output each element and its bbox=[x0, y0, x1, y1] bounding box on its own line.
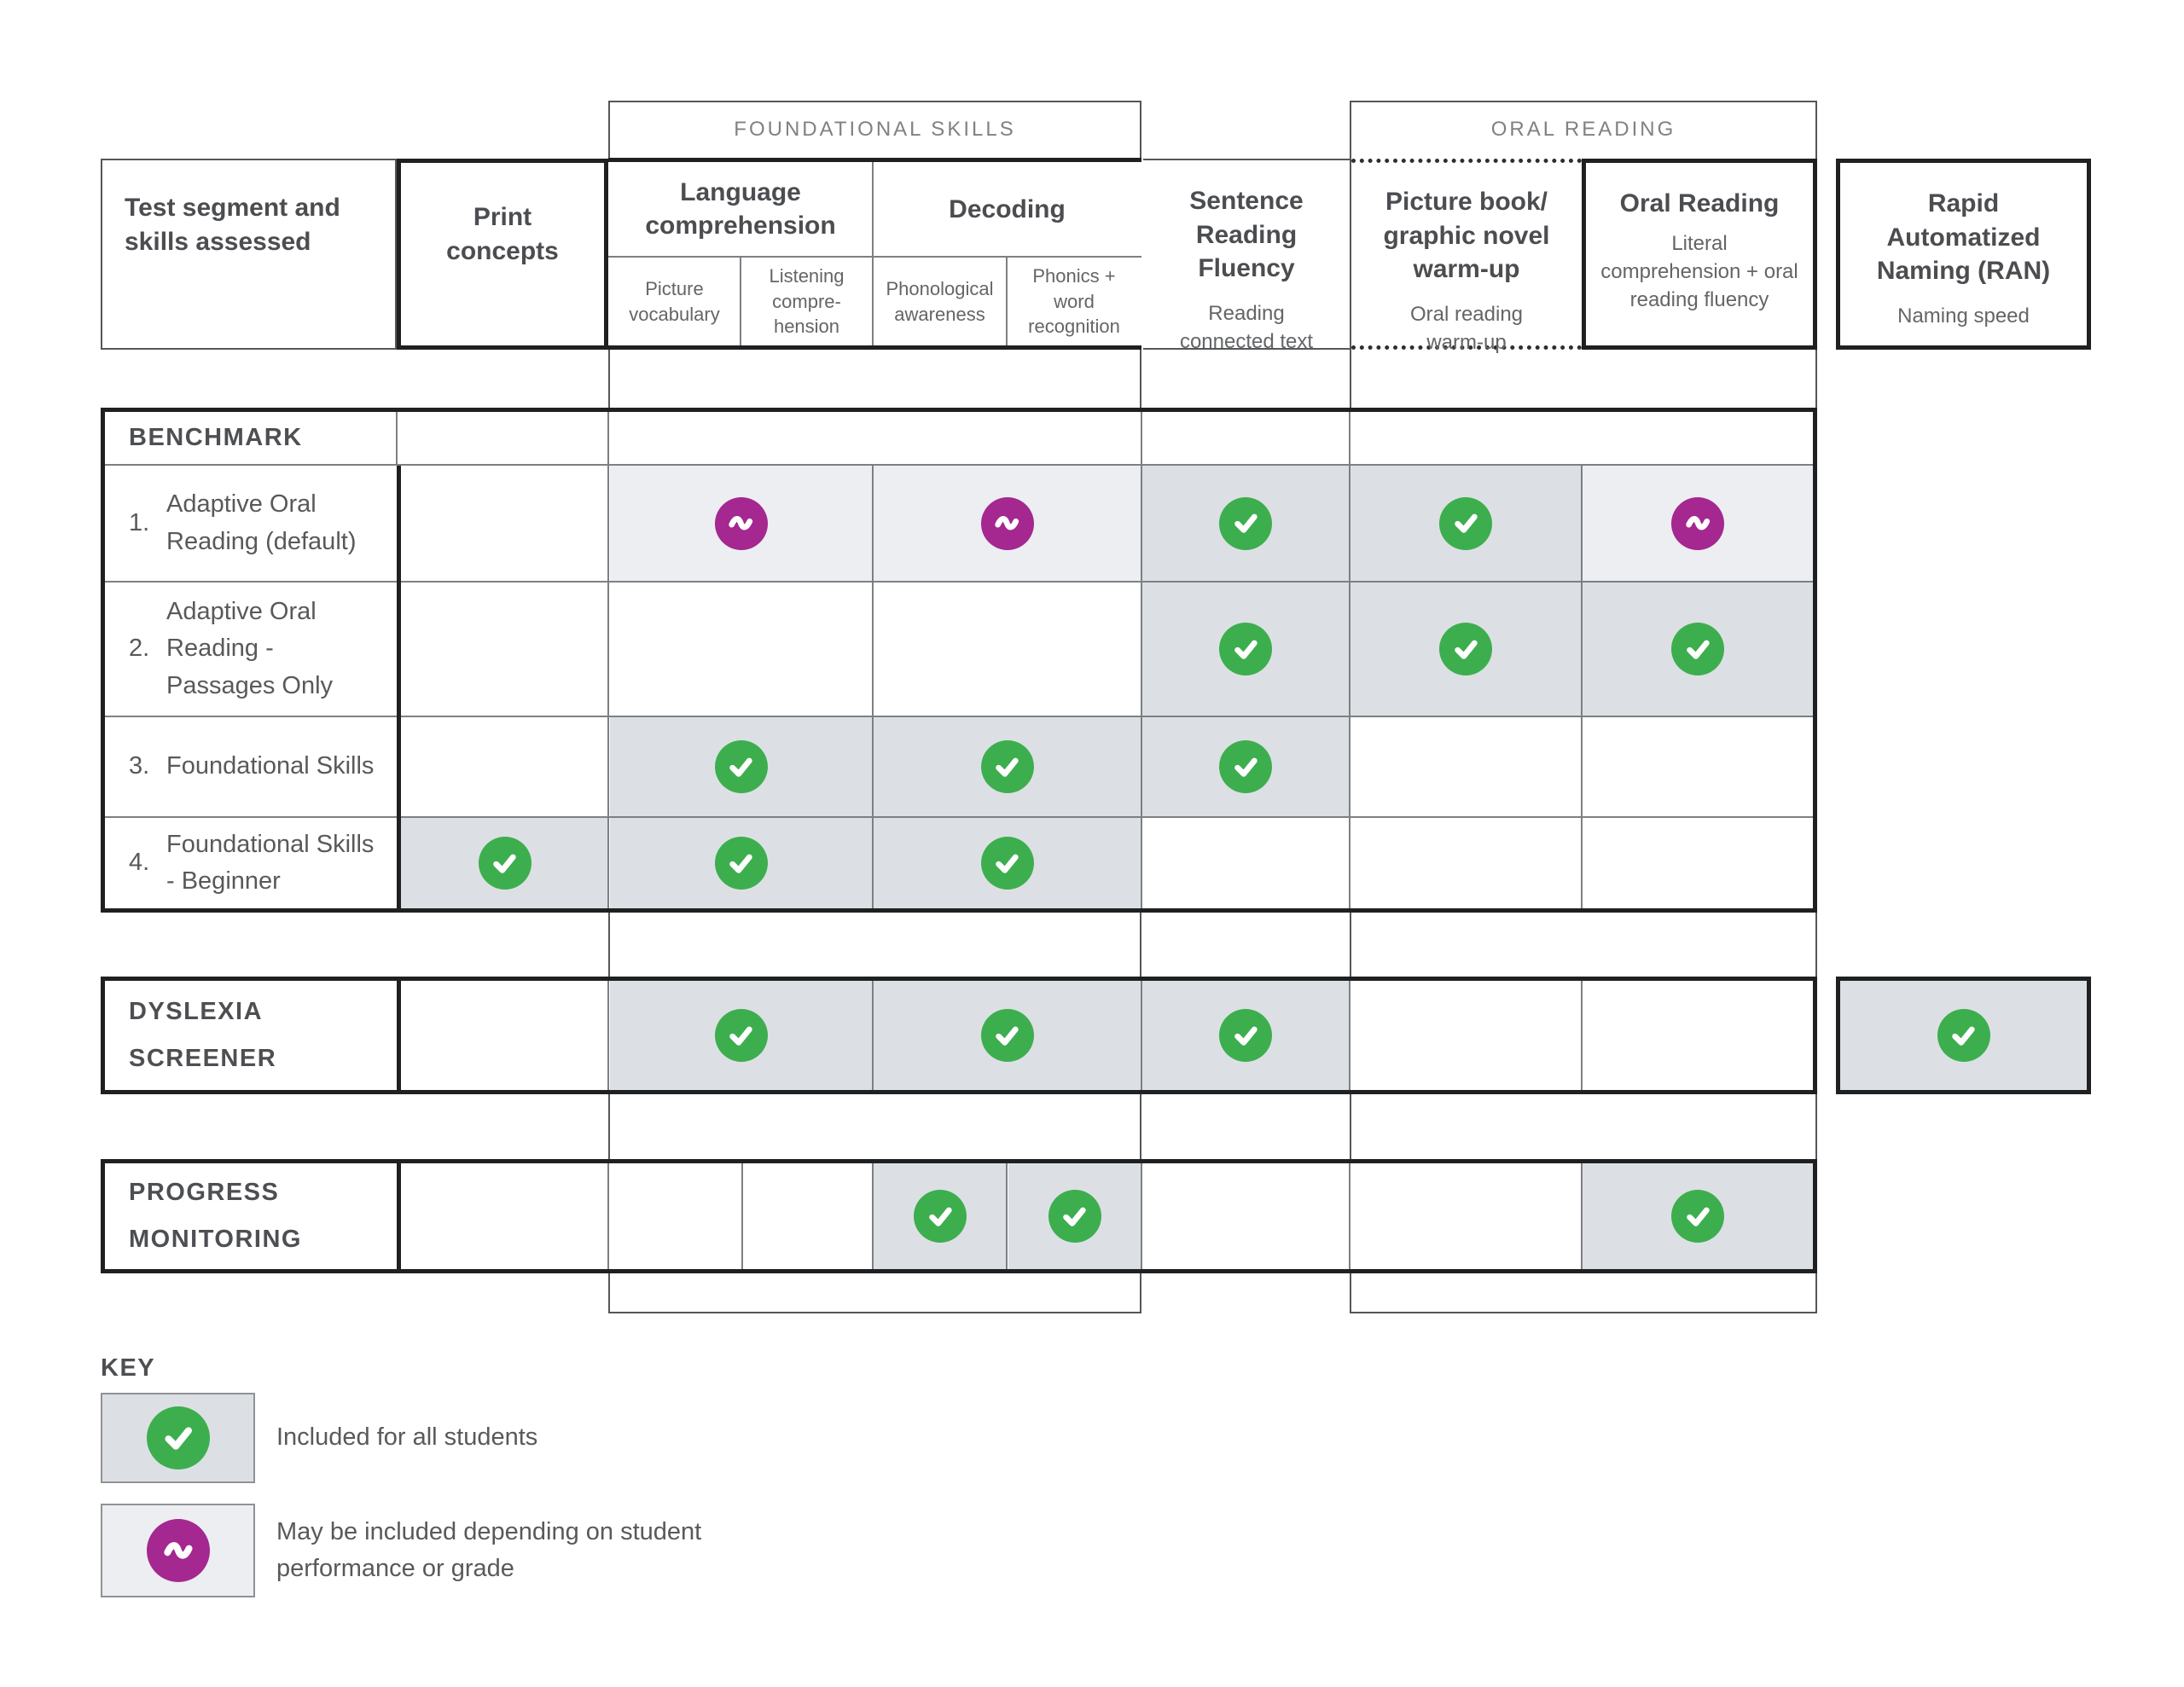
matrix-cell-phonics-word-recognition bbox=[1008, 1163, 1141, 1269]
divider bbox=[740, 258, 741, 345]
progress-monitoring-title: PROGRESS MONITORING bbox=[129, 1178, 302, 1253]
matrix-cell-language bbox=[610, 981, 872, 1090]
row-number: 3. bbox=[129, 752, 150, 780]
sentence-reading-fluency-caption: Reading connected text bbox=[1179, 301, 1314, 353]
benchmark-section bbox=[101, 408, 1817, 913]
matrix-cell-sentence-fluency bbox=[1142, 466, 1349, 581]
column-header-decoding: Decoding bbox=[949, 194, 1066, 223]
matrix-cell-phonological-awareness bbox=[874, 1163, 1007, 1269]
check-icon bbox=[715, 837, 768, 890]
dyslexia-screener-section bbox=[101, 977, 1817, 1094]
matrix-cell-decoding bbox=[874, 981, 1141, 1090]
benchmark-title: BENCHMARK bbox=[129, 423, 303, 451]
matrix-cell-sentence-fluency bbox=[1142, 583, 1349, 716]
check-icon bbox=[981, 837, 1034, 890]
check-icon bbox=[1048, 1190, 1101, 1243]
benchmark-row-3 bbox=[105, 716, 1813, 816]
matrix-cell-sentence-fluency bbox=[1142, 717, 1349, 816]
check-icon bbox=[1219, 497, 1272, 550]
divider bbox=[607, 981, 609, 1090]
check-icon bbox=[914, 1190, 967, 1243]
matrix-cell-decoding bbox=[874, 818, 1141, 908]
check-icon bbox=[715, 1009, 768, 1062]
key-maybe-swatch bbox=[101, 1504, 255, 1597]
divider bbox=[607, 466, 609, 908]
divider bbox=[1581, 466, 1583, 908]
divider bbox=[1349, 412, 1350, 466]
matrix-cell-picture-book bbox=[1350, 466, 1581, 581]
progress-monitoring-section bbox=[101, 1159, 1817, 1273]
picture-book-title: Picture book/ graphic novel warm-up bbox=[1383, 188, 1550, 284]
corner-header-box bbox=[101, 159, 397, 350]
progress-monitoring-label-box bbox=[105, 1163, 401, 1269]
matrix-cell-language bbox=[610, 818, 872, 908]
divider bbox=[1141, 981, 1142, 1090]
row-number: 1. bbox=[129, 508, 150, 536]
key-included-label-text: Included for all students bbox=[276, 1423, 538, 1452]
check-icon bbox=[715, 740, 768, 793]
column-header-sentence-reading-fluency bbox=[1143, 159, 1350, 353]
check-icon bbox=[1937, 1009, 1990, 1062]
subcolumn-listening-comprehension: Listening compre-hension bbox=[769, 264, 845, 338]
column-header-print-concepts bbox=[397, 159, 608, 350]
matrix-cell-oral-reading bbox=[1583, 1163, 1813, 1269]
column-header-ran bbox=[1836, 159, 2091, 350]
tilde-icon bbox=[147, 1519, 210, 1582]
benchmark-row-2 bbox=[105, 581, 1813, 716]
row-label-text: Foundational Skills - Beginner bbox=[166, 830, 375, 895]
corner-header-title: Test segment and skills assessed bbox=[125, 194, 340, 256]
matrix-cell-print-concepts bbox=[401, 818, 608, 908]
key-included-swatch bbox=[101, 1393, 255, 1483]
divider bbox=[608, 256, 1141, 258]
check-icon bbox=[1671, 1190, 1724, 1243]
divider bbox=[396, 412, 398, 466]
tilde-icon bbox=[1671, 497, 1724, 550]
divider bbox=[872, 162, 874, 345]
column-header-picture-book-warm-up bbox=[1351, 159, 1582, 354]
key-title: KEY bbox=[101, 1354, 156, 1382]
divider bbox=[1349, 1163, 1350, 1269]
label-column-divider bbox=[397, 466, 401, 908]
picture-book-caption: Oral reading warm-up bbox=[1409, 302, 1524, 354]
oral-reading-caption: Literal comprehension + oral reading fluency bbox=[1600, 231, 1798, 311]
ran-caption: Naming speed bbox=[1897, 304, 2030, 328]
benchmark-row-4 bbox=[105, 816, 1813, 908]
check-icon bbox=[479, 837, 531, 890]
sentence-reading-fluency-title: Sentence Reading Fluency bbox=[1189, 187, 1304, 283]
row-label bbox=[105, 583, 397, 716]
row-number: 4. bbox=[129, 849, 150, 877]
check-icon bbox=[981, 740, 1034, 793]
tilde-icon bbox=[715, 497, 768, 550]
row-number: 2. bbox=[129, 635, 150, 663]
foundational-columns-header-block bbox=[608, 158, 1141, 350]
check-icon bbox=[981, 1009, 1034, 1062]
divider bbox=[1141, 1163, 1142, 1269]
print-concepts-title: Print concepts bbox=[446, 203, 559, 265]
matrix-cell-sentence-fluency bbox=[1142, 981, 1349, 1090]
matrix-cell-language bbox=[610, 717, 872, 816]
divider bbox=[1581, 981, 1583, 1090]
check-icon bbox=[1219, 1009, 1272, 1062]
row-label bbox=[105, 717, 397, 816]
matrix-cell-oral-reading bbox=[1583, 466, 1813, 581]
benchmark-header-row bbox=[105, 412, 1813, 466]
divider bbox=[1141, 466, 1142, 908]
row-label-text: Adaptive Oral Reading (default) bbox=[166, 490, 357, 555]
divider bbox=[607, 1163, 609, 1269]
benchmark-row-1 bbox=[105, 466, 1813, 581]
column-header-oral-reading bbox=[1582, 159, 1817, 350]
check-icon bbox=[1439, 497, 1492, 550]
matrix-cell-decoding bbox=[874, 466, 1141, 581]
row-label bbox=[105, 818, 397, 908]
divider bbox=[1349, 466, 1350, 908]
subcolumn-phonological-awareness: Phonological awareness bbox=[886, 277, 994, 325]
divider bbox=[1141, 412, 1142, 466]
divider bbox=[872, 1163, 874, 1269]
tilde-icon bbox=[981, 497, 1034, 550]
check-icon bbox=[1219, 623, 1272, 675]
oral-reading-group-label: ORAL READING bbox=[1490, 118, 1676, 141]
oral-reading-title: Oral Reading bbox=[1619, 189, 1780, 217]
dyslexia-screener-title: DYSLEXIA SCREENER bbox=[129, 997, 277, 1072]
divider bbox=[872, 981, 874, 1090]
subcolumn-picture-vocabulary: Picture vocabulary bbox=[629, 277, 720, 325]
divider bbox=[741, 1163, 743, 1269]
row-label-text: Adaptive Oral Reading - Passages Only bbox=[166, 597, 334, 699]
check-icon bbox=[147, 1406, 210, 1470]
divider bbox=[1349, 981, 1350, 1090]
ran-title: Rapid Automatized Naming (RAN) bbox=[1876, 189, 2051, 286]
divider bbox=[1006, 258, 1008, 345]
foundational-skills-group-label: FOUNDATIONAL SKILLS bbox=[734, 118, 1016, 141]
subcolumn-phonics-word-recognition: Phonics + word recognition bbox=[1028, 264, 1120, 338]
key-maybe-label-text: May be included depending on student performance or grade bbox=[276, 1517, 702, 1582]
column-header-language-comprehension: Language comprehension bbox=[645, 178, 836, 240]
matrix-cell-decoding bbox=[874, 717, 1141, 816]
matrix-cell-picture-book bbox=[1350, 583, 1581, 716]
check-icon bbox=[1439, 623, 1492, 675]
key-included-label bbox=[276, 1393, 805, 1483]
matrix-cell-language bbox=[610, 466, 872, 581]
key-maybe-label bbox=[276, 1504, 805, 1597]
divider bbox=[607, 412, 609, 466]
divider bbox=[872, 466, 874, 908]
dyslexia-screener-label-box bbox=[105, 981, 401, 1090]
check-icon bbox=[1219, 740, 1272, 793]
dyslexia-ran-cell bbox=[1836, 977, 2091, 1094]
divider bbox=[1006, 1163, 1008, 1269]
matrix-cell-oral-reading bbox=[1583, 583, 1813, 716]
row-label-text: Foundational Skills bbox=[166, 752, 375, 780]
row-label bbox=[105, 466, 397, 581]
check-icon bbox=[1671, 623, 1724, 675]
divider bbox=[1581, 1163, 1583, 1269]
